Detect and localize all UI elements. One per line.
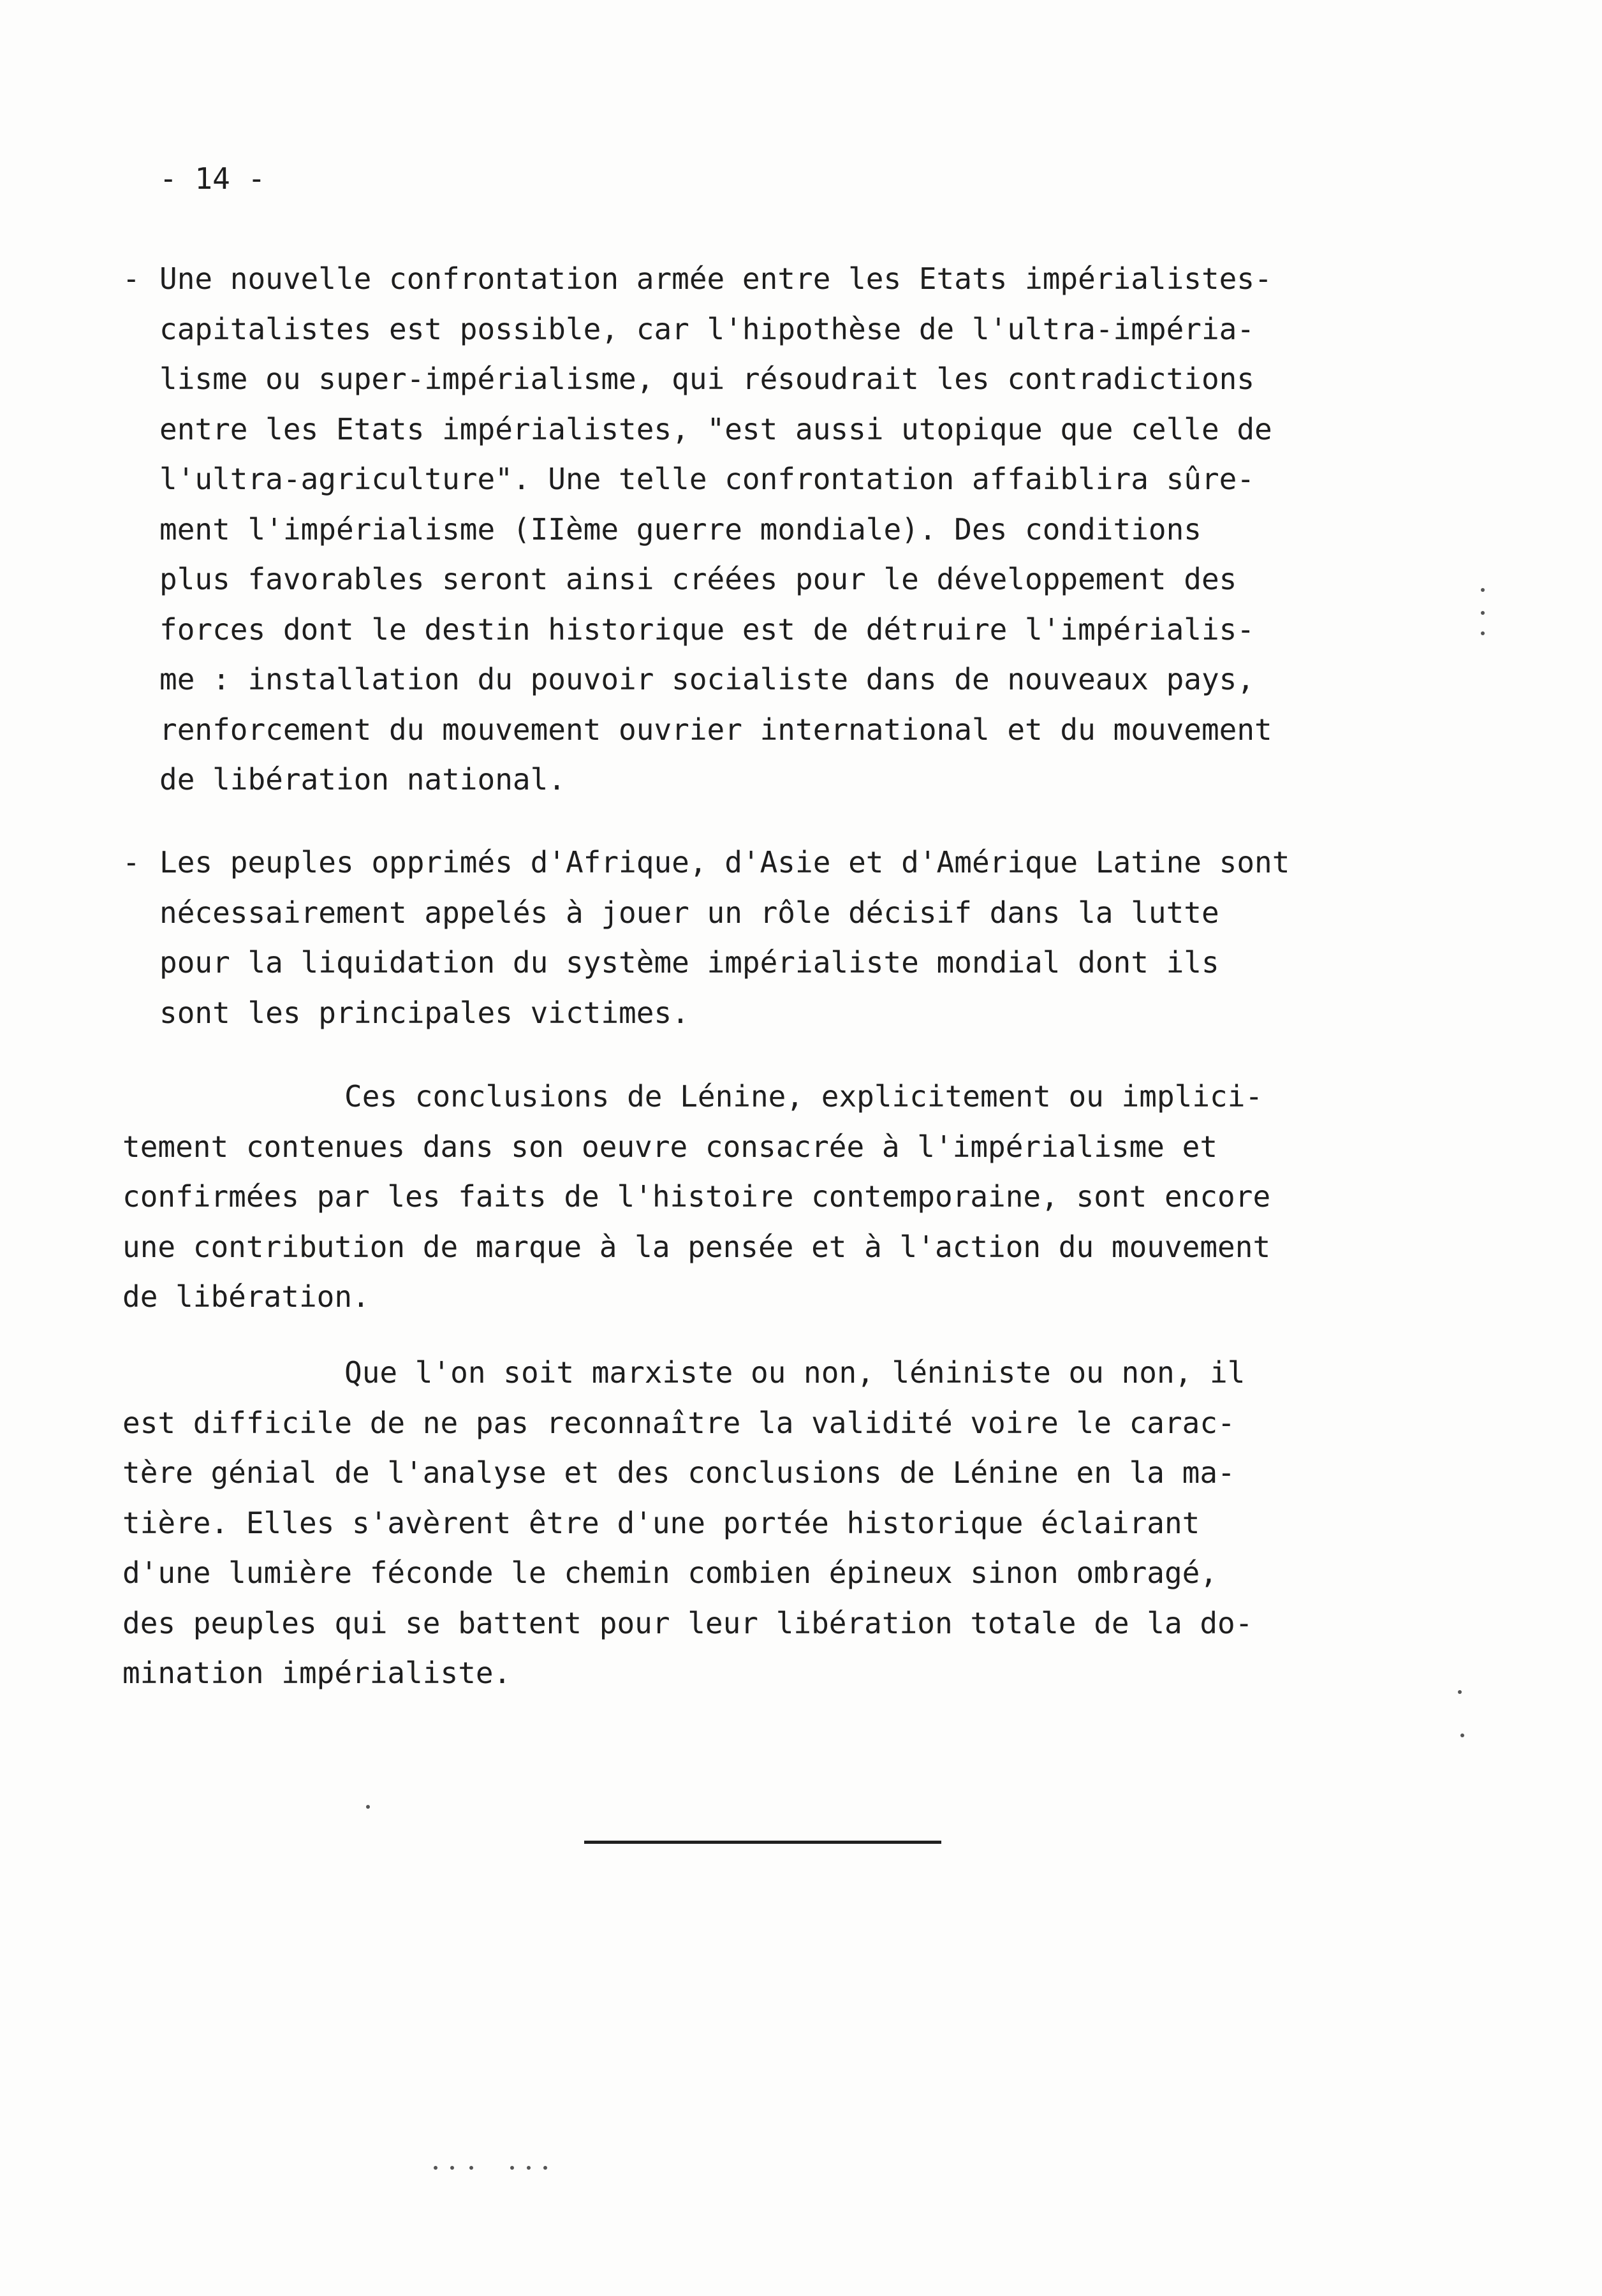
text-line: confirmées par les faits de l'histoire contemporaine, sont encore: [122, 1179, 1271, 1214]
text-line: tière. Elles s'avèrent être d'une portée historique éclairant: [122, 1505, 1200, 1540]
bullet-dash: -: [122, 261, 140, 296]
bullet-item: [122, 254, 1371, 805]
scan-speck: [434, 2166, 437, 2170]
text-line: des peuples qui se battent pour leur libération totale de la do-: [122, 1605, 1253, 1640]
scan-speck: [543, 2166, 547, 2170]
text-line: est difficile de ne pas reconnaître la validité voire le carac-: [122, 1405, 1235, 1440]
scan-speck: [1460, 1733, 1464, 1737]
text-line: ment l'impérialisme (IIème guerre mondiale). Des conditions: [159, 511, 1202, 547]
text-line: plus favorables seront ainsi créées pour le développement des: [159, 562, 1237, 596]
text-line: d'une lumière féconde le chemin combien épineux sinon ombragé,: [122, 1556, 1218, 1590]
bullet-dash: -: [122, 845, 140, 879]
scan-speck: [469, 2166, 473, 2170]
scan-speck: [510, 2166, 514, 2170]
text-line: lisme ou super-impérialisme, qui résoudrait les contradictions: [159, 362, 1255, 396]
scan-speck: [1481, 631, 1485, 635]
text-line: - Une nouvelle confrontation armée entre les Etats impérialistes-: [159, 254, 1371, 304]
bullet-item: [122, 837, 1371, 1038]
page-number: - 14 -: [159, 161, 266, 196]
scan-speck: [527, 2166, 531, 2170]
text-line: me : installation du pouvoir socialiste dans de nouveaux pays,: [159, 662, 1255, 696]
text-line: nécessairement appelés à jouer un rôle décisif dans la lutte: [159, 895, 1219, 930]
text-line: mination impérialiste.: [122, 1656, 511, 1690]
text-line: l'ultra-agriculture". Une telle confrontation affaiblira sûre-: [159, 462, 1255, 496]
text-line: capitalistes est possible, car l'hipothèse de l'ultra-impéria-: [159, 311, 1255, 346]
text-line: de libération.: [122, 1279, 370, 1314]
text-line: tère génial de l'analyse et des conclusions de Lénine en la ma-: [122, 1455, 1235, 1490]
text-line: tement contenues dans son oeuvre consacrée à l'impérialisme et: [122, 1129, 1218, 1164]
text-line: une contribution de marque à la pensée et à l'action du mouvement: [122, 1229, 1271, 1264]
text-line: de libération national.: [159, 762, 566, 797]
text-line: pour la liquidation du système impérialiste mondial dont ils: [159, 945, 1219, 980]
horizontal-rule: [584, 1841, 941, 1844]
scan-speck: [366, 1805, 370, 1809]
scan-speck: [1481, 611, 1485, 615]
paragraph: [122, 1348, 1372, 1698]
scan-speck: [450, 2166, 454, 2170]
text-line: - Les peuples opprimés d'Afrique, d'Asie et d'Amérique Latine sont: [159, 837, 1371, 888]
text-line: entre les Etats impérialistes, "est aussi utopique que celle de: [159, 411, 1272, 446]
scan-speck: [1481, 588, 1485, 592]
text-line: renforcement du mouvement ouvrier international et du mouvement: [159, 712, 1272, 747]
text-line: forces dont le destin historique est de détruire l'impérialis-: [159, 612, 1255, 647]
text-line: sont les principales victimes.: [159, 995, 689, 1030]
paragraph: [122, 1071, 1372, 1322]
text-line: Que l'on soit marxiste ou non, léniniste ou non, il: [344, 1355, 1246, 1390]
text-line: Ces conclusions de Lénine, explicitement ou implici-: [344, 1079, 1263, 1114]
scan-speck: [1458, 1690, 1462, 1694]
